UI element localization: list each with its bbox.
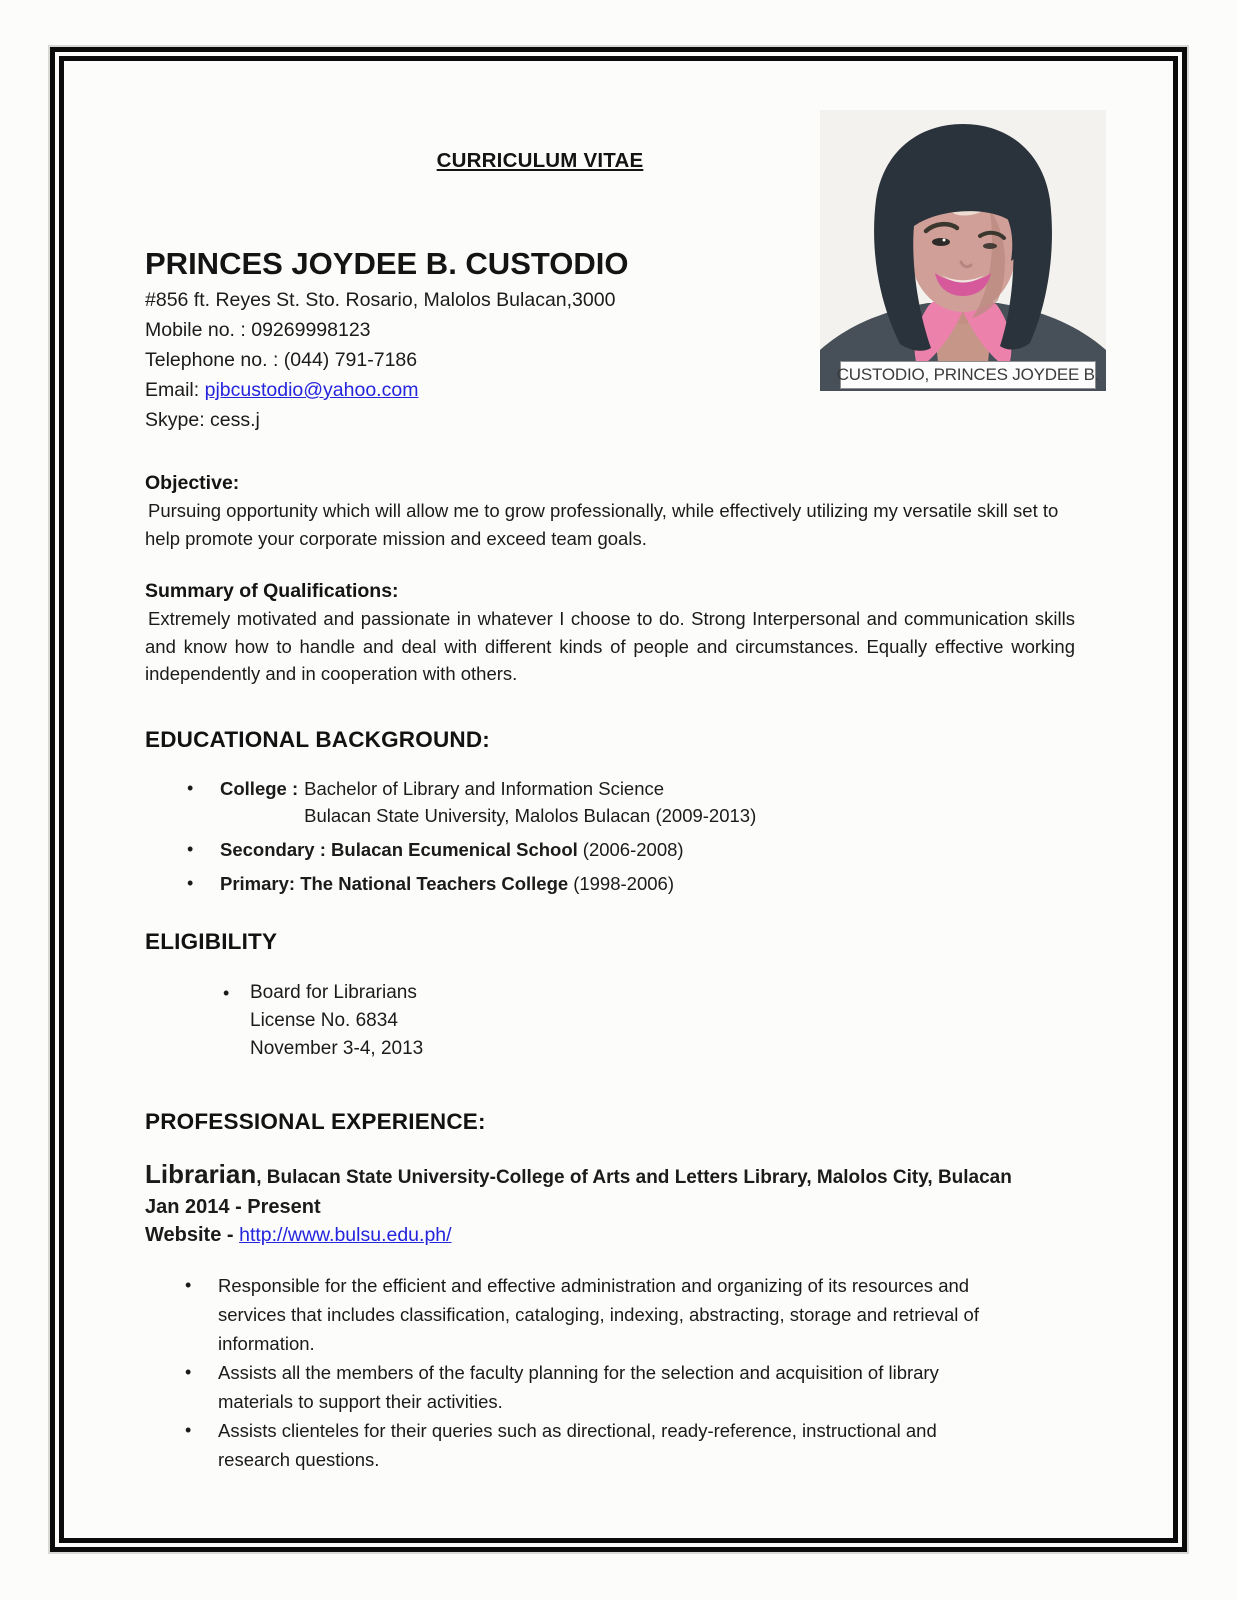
eligibility-item: [145, 979, 1075, 1063]
duty-text: Responsible for the efficient and effective administration and organizing of its resources and services that includes classification, cataloging, indexing, abstracting, storage and retrieval of information.: [218, 1275, 979, 1354]
bullet-icon: •: [187, 873, 194, 893]
summary-body: Extremely motivated and passionate in whatever I choose to do. Strong Interpersonal and communication skills and know how to handle and deal with different kinds of people and circumstances. Equally effective working independently and in cooperation with others.: [145, 608, 1075, 684]
experience-job-block: [145, 1159, 1075, 1249]
eligibility-lines: [250, 979, 423, 1063]
eligibility-line: Board for Librarians: [250, 982, 417, 1003]
education-section: [145, 725, 1075, 897]
experience-duties-list: [145, 1271, 1075, 1474]
profile-photo: [820, 110, 1106, 391]
eligibility-section: [145, 927, 1075, 1063]
person-name: PRINCES JOYDEE B. CUSTODIO: [145, 246, 629, 281]
experience-heading: PROFESSIONAL EXPERIENCE:: [145, 1109, 486, 1134]
objective-heading: Objective:: [145, 472, 240, 494]
bullet-icon: •: [223, 983, 230, 1003]
bullet-icon: •: [185, 1362, 192, 1382]
identity-block: [145, 247, 805, 435]
contact-address: #856 ft. Reyes St. Sto. Rosario, Malolos Bulacan,3000: [145, 289, 616, 311]
education-item-secondary: [145, 836, 1075, 863]
job-period: Jan 2014 - Present: [145, 1196, 321, 1218]
email-link[interactable]: pjbcustodio@yahoo.com: [204, 379, 419, 401]
job-title: Librarian: [145, 1159, 257, 1189]
education-item-body: [220, 870, 674, 897]
objective-section: [145, 469, 1075, 552]
education-item-college: [145, 775, 1075, 829]
education-years: (2006-2008): [582, 839, 684, 860]
email-label: Email:: [145, 379, 205, 401]
objective-body: Pursuing opportunity which will allow me to grow professionally, while effectively utilizing my versatile skill set to help promote your corporate mission and exceed team goals.: [145, 500, 1059, 549]
education-degree: Bachelor of Library and Information Science: [304, 778, 665, 799]
contact-skype: Skype: cess.j: [145, 409, 260, 431]
bullet-icon: •: [187, 778, 194, 798]
job-details: , Bulacan State University-College of Arts and Letters Library, Malolos City, Bulacan: [256, 1167, 1012, 1188]
education-list: [145, 775, 1075, 897]
education-level-label: College :: [220, 778, 299, 799]
website-label: Website -: [145, 1224, 240, 1246]
education-item-body: [220, 836, 684, 863]
job-line: [145, 1159, 1075, 1193]
education-years: (1998-2006): [573, 873, 674, 894]
eligibility-heading: ELIGIBILITY: [145, 929, 278, 954]
summary-section: [145, 577, 1075, 688]
experience-heading-block: [145, 1107, 1075, 1137]
education-item-body: [304, 775, 756, 829]
contact-email-line: [145, 375, 805, 405]
education-school: Bulacan State University, Malolos Bulacan (2009-2013): [304, 805, 757, 826]
duty-text: Assists all the members of the faculty planning for the selection and acquisition of library materials to support their activities.: [218, 1362, 939, 1412]
bullet-icon: •: [185, 1420, 192, 1440]
duty-item: [145, 1358, 1075, 1416]
bullet-icon: •: [185, 1275, 192, 1295]
duty-item: [145, 1271, 1075, 1358]
education-item-primary: [145, 870, 1075, 897]
photo-caption: CUSTODIO, PRINCES JOYDEE B.: [840, 361, 1096, 389]
document-title: CURRICULUM VITAE: [436, 149, 644, 172]
contact-telephone: Telephone no. : (044) 791-7186: [145, 349, 418, 371]
contact-mobile: Mobile no. : 09269998123: [145, 319, 371, 341]
education-level-label: Primary: The National Teachers College: [220, 873, 569, 894]
bullet-icon: •: [187, 839, 194, 859]
duty-item: [145, 1416, 1075, 1474]
website-link[interactable]: http://www.bulsu.edu.ph/: [239, 1224, 452, 1246]
education-heading: EDUCATIONAL BACKGROUND:: [145, 727, 491, 752]
education-level-label: Secondary : Bulacan Ecumenical School: [220, 839, 578, 860]
job-website-line: [145, 1221, 1075, 1249]
portrait-illustration: [820, 110, 1106, 391]
eligibility-line: License No. 6834: [250, 1010, 398, 1031]
summary-heading: Summary of Qualifications:: [145, 580, 399, 602]
eligibility-line: November 3-4, 2013: [250, 1038, 424, 1059]
duty-text: Assists clienteles for their queries such as directional, ready-reference, instructional and research questions.: [218, 1420, 937, 1470]
